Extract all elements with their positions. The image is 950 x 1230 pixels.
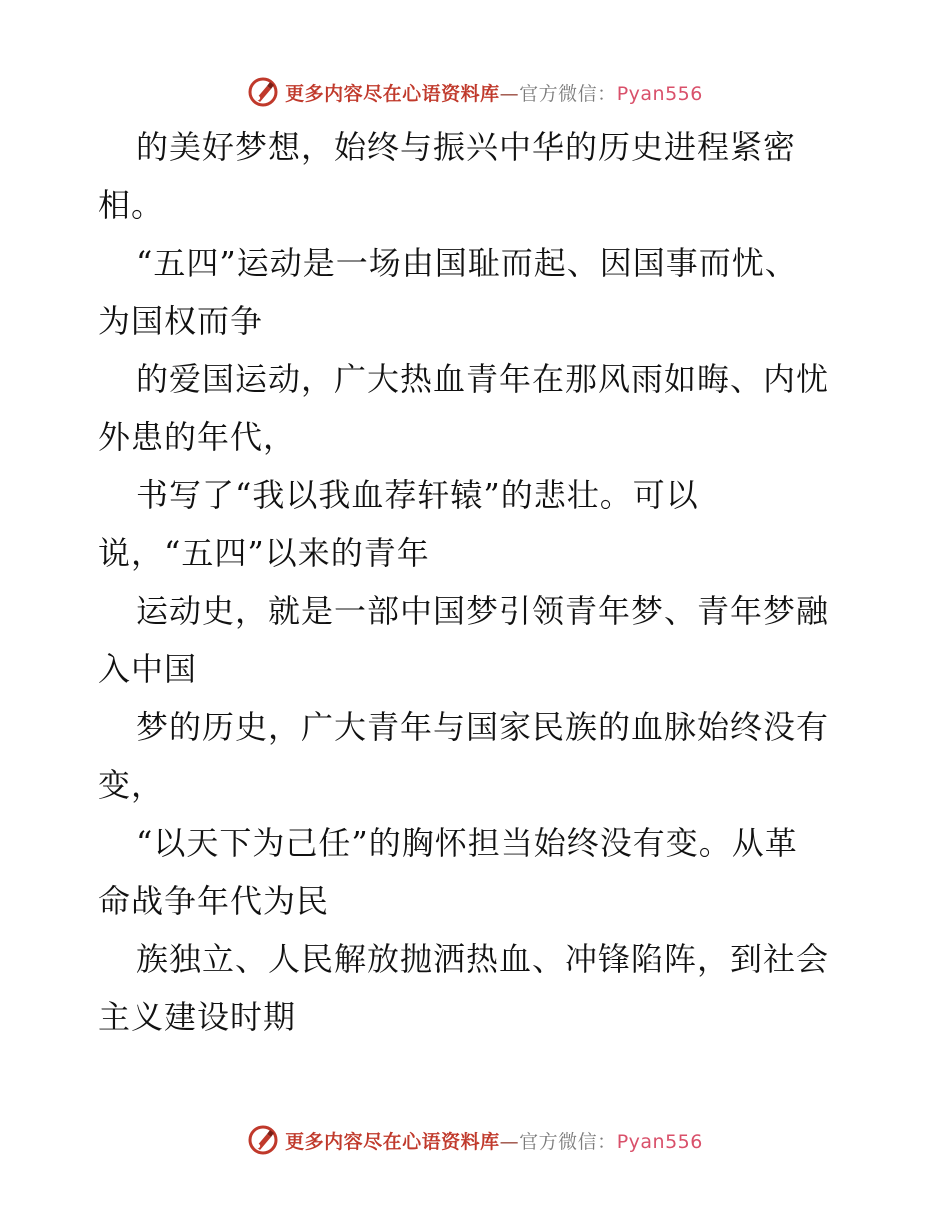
- text-line: 书写了“我以我血荐轩辕”的悲壮。可以: [136, 476, 699, 514]
- header-banner-id: Pyan556: [616, 82, 703, 105]
- text-line: 运动史，就是一部中国梦引领青年梦、青年梦融: [136, 592, 830, 630]
- text-line: 的美好梦想，始终与振兴中华的历史进程紧密: [136, 128, 797, 166]
- footer-banner-main: 更多内容尽在心语资料库: [285, 1130, 500, 1153]
- footer-banner-id: Pyan556: [616, 1130, 703, 1153]
- header-banner: [0, 72, 950, 112]
- document-body: [98, 118, 898, 1046]
- text-line: 相。: [98, 186, 165, 224]
- text-line: 说，“五四”以来的青年: [98, 534, 430, 572]
- footer-banner-sub: 官方微信：: [519, 1130, 617, 1153]
- header-banner-main: 更多内容尽在心语资料库: [285, 82, 500, 105]
- header-banner-sub: 官方微信：: [519, 82, 617, 105]
- text-line: 命战争年代为民: [98, 882, 330, 920]
- header-banner-text: [285, 79, 703, 106]
- pen-logo-icon: [247, 1124, 279, 1156]
- text-line: 为国权而争: [98, 302, 264, 340]
- pen-logo-icon: [247, 76, 279, 108]
- text-line: 变，: [98, 766, 165, 804]
- text-line: 外患的年代，: [98, 418, 297, 456]
- footer-banner: [0, 1120, 950, 1160]
- header-banner-dash: —: [499, 82, 520, 105]
- text-line: 梦的历史，广大青年与国家民族的血脉始终没有: [136, 708, 830, 746]
- footer-banner-dash: —: [499, 1130, 520, 1153]
- text-line: “以天下为己任”的胸怀担当始终没有变。从革: [136, 824, 798, 862]
- text-line: 入中国: [98, 650, 198, 688]
- text-line: “五四”运动是一场由国耻而起、因国事而忧、: [136, 244, 798, 282]
- footer-banner-text: [285, 1127, 703, 1154]
- text-line: 的爱国运动，广大热血青年在那风雨如晦、内忧: [136, 360, 830, 398]
- text-line: 族独立、人民解放抛洒热血、冲锋陷阵，到社会: [136, 940, 830, 978]
- text-line: 主义建设时期: [98, 998, 297, 1036]
